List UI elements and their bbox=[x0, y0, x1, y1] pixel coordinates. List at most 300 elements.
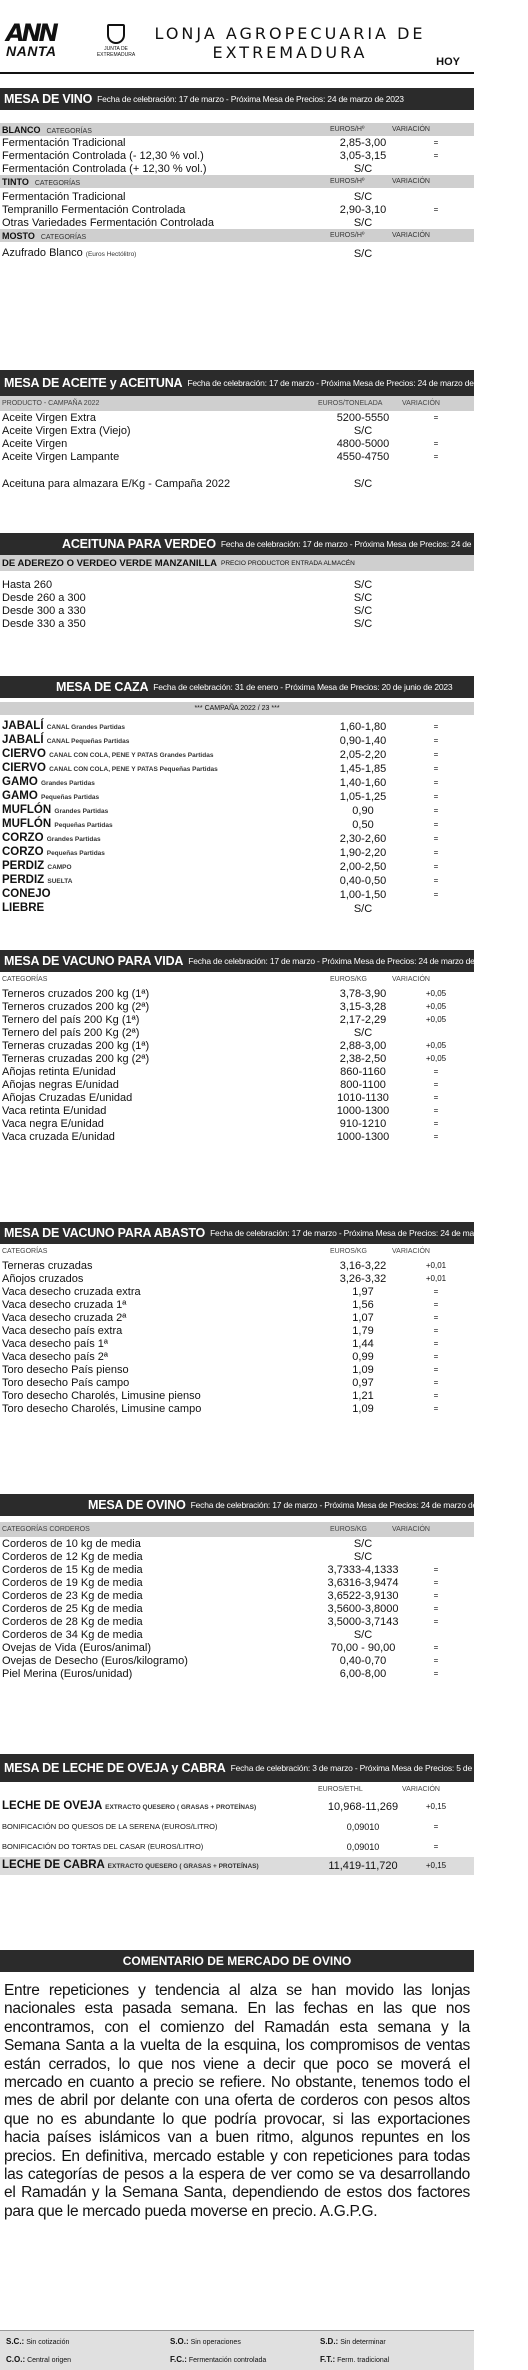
row-variation: = bbox=[433, 722, 439, 731]
row-variation: = bbox=[433, 736, 439, 745]
row-note: CANAL CON COLA, PENE Y PATAS Grandes Partidas bbox=[49, 752, 214, 759]
row-name: Desde 300 a 330 bbox=[2, 604, 86, 617]
row-variation: +0,05 bbox=[425, 1001, 447, 1011]
row-note: EXTRACTO QUESERO ( GRASAS + PROTEÍNAS) bbox=[107, 1863, 259, 1870]
table-row bbox=[0, 1797, 474, 1817]
row-note: Pequeñas Partidas bbox=[46, 850, 105, 857]
row-name: Fermentación Controlada (+ 12,30 % vol.) bbox=[2, 162, 207, 175]
row-price: 1000-1300 bbox=[336, 1130, 390, 1143]
unit-col-label: EUROS/Hº bbox=[330, 232, 365, 239]
row-name: Fermentación Tradicional bbox=[2, 136, 126, 149]
table-row bbox=[0, 1298, 474, 1311]
row-name: Vaca desecho país 1ª bbox=[2, 1337, 108, 1350]
row-price: 800-1100 bbox=[340, 1078, 386, 1091]
table-row bbox=[0, 1091, 474, 1104]
row-price: 5200-5550 bbox=[336, 411, 390, 424]
row-price: 3,6522-3,9130 bbox=[327, 1589, 399, 1602]
section-dates: Fecha de celebración: 17 de marzo - Próxima Mesa de Precios: 24 de marzo de 2023 bbox=[190, 1500, 498, 1510]
row-name: PERDIZ bbox=[2, 874, 45, 886]
row-name: LIEBRE bbox=[2, 902, 45, 914]
row-name: Corderos de 10 kg de media bbox=[2, 1537, 141, 1550]
comment-body: Entre repeticiones y tendencia al alza se han movido las lonjas nacionales esta pasada semana. En las fechas en las que nos encontramos, con el comienzo del Ramadán esta semana y la Semana Santa a la vuelta de la esquina, los compromisos de ventas están cerrados, lo que nos viene a decir que poco se moverá el mercado en cuanto a precio se refiere. No obstante, tenemos todo el mes de abril por delante con una oferta de corderos con pesos altos que no es abundante lo que podría provocar, si las exportaciones hacia países islámicos van a buen ritmo, algunos repuntes en los precios. En definitiva, mercado estable y con repeticiones para todas las categorías de pesos a la espera de ver como se va desarrollando el Ramadán y la Semana Santa, dependiendo de estos dos factores para que le mercado pueda moverse en precio. A.G.P.G. bbox=[4, 1982, 470, 2220]
page-title-line1: LONJA AGROPECUARIA DE bbox=[154, 24, 426, 43]
row-name: Ternero del país 200 Kg (2ª) bbox=[2, 1026, 140, 1039]
row-variation: = bbox=[433, 1564, 439, 1574]
category-name: MOSTO bbox=[2, 230, 35, 241]
table-row bbox=[0, 1576, 474, 1589]
row-name: Terneras cruzadas 200 kg (1ª) bbox=[2, 1039, 150, 1052]
category-col-label: CATEGORÍAS CORDEROS bbox=[2, 1526, 90, 1533]
column-header bbox=[0, 1522, 474, 1537]
row-name: Desde 260 a 300 bbox=[2, 591, 86, 604]
row-variation: = bbox=[433, 1616, 439, 1626]
section-title: MESA DE OVINO bbox=[88, 1498, 186, 1512]
variation-col-label: VARIACIÓN bbox=[392, 1248, 430, 1255]
row-price: 3,26-3,32 bbox=[339, 1272, 387, 1285]
today-label: HOY bbox=[436, 56, 460, 68]
section-header bbox=[0, 676, 474, 698]
comment-title: COMENTARIO DE MERCADO DE OVINO bbox=[0, 1950, 474, 1972]
row-price: 1,60-1,80 bbox=[339, 721, 387, 733]
legend-text: Central origen bbox=[27, 2357, 72, 2364]
row-price: 0,99 bbox=[352, 1350, 374, 1363]
legend-code: S.O.: bbox=[170, 2337, 189, 2346]
table-row bbox=[0, 846, 474, 860]
row-price: 1,90-2,20 bbox=[339, 847, 387, 859]
column-header bbox=[0, 1782, 474, 1797]
table-row bbox=[0, 1000, 474, 1013]
row-price: S/C bbox=[353, 477, 373, 490]
table-row bbox=[0, 1117, 474, 1130]
table-row bbox=[0, 1837, 474, 1857]
legend-code: F.T.: bbox=[320, 2355, 336, 2364]
table-row bbox=[0, 1311, 474, 1324]
row-note: (EUROS/LITRO) bbox=[161, 1822, 218, 1831]
category-header-blanco bbox=[0, 123, 474, 136]
row-variation: = bbox=[433, 1577, 439, 1587]
row-price: 0,50 bbox=[352, 819, 374, 831]
section-dates: Fecha de celebración: 17 de marzo - Próxima Mesa de Precios: 24 de marzo de 2023 bbox=[210, 1228, 517, 1238]
row-name: MUFLÓN bbox=[2, 804, 52, 816]
row-variation: = bbox=[433, 1092, 439, 1102]
header-divider bbox=[0, 72, 474, 74]
row-name: CIERVO bbox=[2, 748, 46, 760]
row-name: Fermentación Tradicional bbox=[2, 190, 126, 203]
table-row bbox=[0, 477, 474, 490]
legend-code: S.C.: bbox=[6, 2337, 25, 2346]
row-name: Vaca negra E/unidad bbox=[2, 1117, 104, 1130]
row-name: Vaca desecho cruzada 1ª bbox=[2, 1298, 127, 1311]
table-row bbox=[0, 1285, 474, 1298]
page-title bbox=[150, 24, 430, 62]
row-price: 3,5000-3,7143 bbox=[327, 1615, 399, 1628]
section-header bbox=[0, 950, 495, 972]
section-title: MESA DE CAZA bbox=[56, 680, 149, 694]
table-row bbox=[0, 1078, 474, 1091]
row-variation: = bbox=[433, 862, 439, 871]
row-name: PERDIZ bbox=[2, 860, 45, 872]
table-row bbox=[0, 1641, 474, 1654]
category-name: BLANCO bbox=[2, 124, 41, 135]
row-variation: = bbox=[433, 1642, 439, 1652]
row-price: 1,56 bbox=[352, 1298, 374, 1311]
row-price: 0,90 bbox=[352, 805, 374, 817]
nanta-logo bbox=[6, 19, 82, 64]
variation-col-label: VARIACIÓN bbox=[392, 232, 430, 239]
unit-col-label: EUROS/Hº bbox=[330, 126, 365, 133]
row-name: Terneras cruzadas 200 kg (2ª) bbox=[2, 1052, 150, 1065]
row-price: 2,17-2,29 bbox=[339, 1013, 387, 1026]
row-variation: = bbox=[433, 1377, 439, 1387]
table-row bbox=[0, 136, 474, 149]
row-name: Vaca desecho país 2ª bbox=[2, 1350, 108, 1363]
row-note: Grandes Partidas bbox=[54, 808, 109, 815]
table-row bbox=[0, 1376, 474, 1389]
nanta-logo-mark: ANN bbox=[6, 19, 56, 47]
table-row bbox=[0, 1389, 474, 1402]
section-header bbox=[0, 1494, 498, 1516]
row-note: CANAL CON COLA, PENE Y PATAS Pequeñas Partidas bbox=[49, 766, 218, 773]
unit-col-label: EUROS/Hº bbox=[330, 178, 365, 185]
row-name: Vaca desecho país extra bbox=[2, 1324, 123, 1337]
row-variation: = bbox=[433, 1390, 439, 1400]
table-row bbox=[0, 1324, 474, 1337]
row-variation: = bbox=[433, 1325, 439, 1335]
junta-crest-icon bbox=[107, 24, 125, 44]
table-row bbox=[0, 1667, 474, 1680]
row-price: 1010-1130 bbox=[337, 1091, 389, 1104]
section-header bbox=[0, 88, 474, 110]
row-name: Otras Variedades Fermentación Controlada bbox=[2, 216, 214, 229]
unit-col-label: EUROS/TONELADA bbox=[318, 400, 383, 407]
table-row bbox=[0, 762, 474, 776]
row-name: Corderos de 25 Kg de media bbox=[2, 1602, 143, 1615]
table-row bbox=[0, 1537, 474, 1550]
row-note: Pequeñas Partidas bbox=[54, 822, 113, 829]
row-price: 3,7333-4,1333 bbox=[327, 1563, 399, 1576]
section-header bbox=[0, 1754, 521, 1782]
row-variation: = bbox=[433, 792, 439, 801]
row-name: Tempranillo Fermentación Controlada bbox=[2, 203, 186, 216]
row-variation: = bbox=[433, 1118, 439, 1128]
row-variation: = bbox=[433, 1131, 439, 1141]
campaign-label: *** CAMPAÑA 2022 / 23 *** bbox=[0, 702, 474, 715]
row-variation: = bbox=[433, 750, 439, 759]
table-row bbox=[0, 987, 474, 1000]
section-dates: Fecha de celebración: 17 de marzo - Próxima Mesa de Precios: 24 de marzo de 2023 bbox=[220, 539, 528, 549]
table-row bbox=[0, 1550, 474, 1563]
row-name: Corderos de 34 Kg de media bbox=[2, 1628, 143, 1641]
table-row bbox=[0, 424, 474, 437]
row-name: Corderos de 23 Kg de media bbox=[2, 1589, 143, 1602]
row-variation: = bbox=[433, 1299, 439, 1309]
section-dates: Fecha de celebración: 3 de marzo - Próxima Mesa de Precios: 5 de abril de 2023 bbox=[230, 1763, 521, 1773]
row-note: Pequeñas Partidas bbox=[40, 794, 100, 801]
row-price: 1000-1300 bbox=[336, 1104, 390, 1117]
row-variation: = bbox=[433, 1364, 439, 1374]
table-row bbox=[0, 203, 474, 216]
row-name: CORZO bbox=[2, 832, 44, 844]
row-name: Ovejas de Desecho (Euros/kilogramo) bbox=[2, 1654, 188, 1667]
unit-col-label: EUROS/ETHL bbox=[318, 1786, 363, 1793]
category-name: TINTO bbox=[2, 176, 29, 187]
row-price: 2,90-3,10 bbox=[339, 203, 387, 216]
table-row bbox=[0, 1337, 474, 1350]
table-row bbox=[0, 1259, 474, 1272]
row-variation: +0,05 bbox=[425, 1014, 447, 1024]
table-row bbox=[0, 832, 474, 846]
table-row bbox=[0, 860, 474, 874]
section-caza bbox=[0, 676, 474, 916]
category-col-label: CATEGORÍAS bbox=[40, 233, 87, 241]
junta-logo-text: JUNTA DE EXTREMADURA bbox=[96, 46, 136, 58]
row-note: Grandes Partidas bbox=[46, 836, 101, 843]
row-price: 0,40-0,50 bbox=[339, 875, 387, 887]
row-note: EXTRACTO QUESERO ( GRASAS + PROTEÍNAS) bbox=[105, 1804, 257, 1811]
category-header-mosto bbox=[0, 229, 474, 242]
table-row bbox=[0, 1052, 474, 1065]
row-price: 6,00-8,00 bbox=[339, 1667, 387, 1680]
section-dates: Fecha de celebración: 17 de marzo - Próxima Mesa de Precios: 24 de marzo de 2023 bbox=[97, 94, 404, 104]
variation-col-label: VARIACIÓN bbox=[392, 126, 430, 133]
row-price: 3,5600-3,8000 bbox=[327, 1602, 399, 1615]
variation-col-label: VARIACIÓN bbox=[392, 178, 430, 185]
row-name: Fermentación Controlada (- 12,30 % vol.) bbox=[2, 149, 204, 162]
row-variation: = bbox=[433, 764, 439, 773]
section-dates: Fecha de celebración: 17 de marzo - Próxima Mesa de Precios: 24 de marzo de 2023 bbox=[187, 378, 495, 388]
table-row bbox=[0, 1628, 474, 1641]
row-name: LECHE DE OVEJA bbox=[2, 1800, 102, 1812]
section-title: MESA DE VACUNO PARA ABASTO bbox=[4, 1226, 206, 1240]
table-row bbox=[0, 776, 474, 790]
row-name: Terneros cruzados 200 kg (1ª) bbox=[2, 987, 150, 1000]
table-row bbox=[0, 720, 474, 734]
row-note: CAMPO bbox=[47, 864, 72, 871]
row-name: Aceite Virgen Extra bbox=[2, 411, 96, 424]
row-variation: +0,15 bbox=[425, 1802, 447, 1811]
row-name: Hasta 260 bbox=[2, 578, 53, 591]
table-row bbox=[0, 1615, 474, 1628]
page-title-line2: EXTREMADURA bbox=[212, 43, 368, 62]
section-aceite bbox=[0, 370, 495, 490]
row-price: 2,85-3,00 bbox=[339, 136, 387, 149]
row-price: 3,78-3,90 bbox=[339, 987, 387, 1000]
row-price: 2,88-3,00 bbox=[339, 1039, 387, 1052]
table-row bbox=[0, 411, 474, 424]
row-variation: = bbox=[433, 820, 439, 829]
blanco-rows bbox=[0, 136, 474, 175]
table-row bbox=[0, 804, 474, 818]
row-note: CANAL Grandes Partidas bbox=[46, 724, 125, 731]
row-variation: = bbox=[433, 204, 439, 214]
row-name: MUFLÓN bbox=[2, 818, 52, 830]
table-row bbox=[0, 190, 474, 203]
table-row bbox=[0, 1039, 474, 1052]
row-variation: = bbox=[433, 1822, 439, 1831]
row-price: S/C bbox=[353, 190, 373, 203]
row-variation: +0,05 bbox=[425, 1040, 447, 1050]
row-name: Terneros cruzados 200 kg (2ª) bbox=[2, 1000, 150, 1013]
table-row bbox=[0, 604, 474, 617]
row-variation: = bbox=[433, 412, 439, 422]
unit-col-label: EUROS/KG bbox=[330, 976, 367, 983]
row-name: Vaca cruzada E/unidad bbox=[2, 1130, 115, 1143]
section-dates: Fecha de celebración: 31 de enero - Próxima Mesa de Precios: 20 de junio de 2023 bbox=[153, 682, 453, 692]
row-name: Añojas retinta E/unidad bbox=[2, 1065, 116, 1078]
row-price: 1,09 bbox=[352, 1402, 374, 1415]
legend-text: Sin cotización bbox=[26, 2339, 70, 2346]
row-name: Terneras cruzadas bbox=[2, 1259, 93, 1272]
row-note: SUELTA bbox=[47, 878, 73, 885]
row-name: Aceite Virgen bbox=[2, 437, 68, 450]
row-variation: = bbox=[433, 1603, 439, 1613]
table-row bbox=[0, 818, 474, 832]
row-name: Añojos cruzados bbox=[2, 1272, 84, 1285]
section-verdeo bbox=[0, 533, 528, 630]
variation-col-label: VARIACIÓN bbox=[402, 1786, 440, 1793]
row-price: S/C bbox=[353, 903, 373, 915]
row-price: 3,16-3,22 bbox=[339, 1259, 387, 1272]
row-name: Ovejas de Vida (Euros/animal) bbox=[2, 1641, 151, 1654]
row-price: S/C bbox=[353, 604, 373, 617]
row-price: S/C bbox=[353, 216, 373, 229]
row-price: 2,05-2,20 bbox=[339, 749, 387, 761]
legend-code: F.C.: bbox=[170, 2355, 187, 2364]
row-name: BONIFICACIÓN DO TORTAS DEL CASAR bbox=[2, 1842, 146, 1851]
row-name: GAMO bbox=[2, 776, 38, 788]
section-vino bbox=[0, 88, 474, 260]
row-price: S/C bbox=[353, 1550, 373, 1563]
table-row bbox=[0, 1013, 474, 1026]
row-variation: = bbox=[433, 438, 439, 448]
row-price: S/C bbox=[353, 617, 373, 630]
table-row bbox=[0, 1104, 474, 1117]
page-header bbox=[0, 0, 474, 74]
column-header bbox=[0, 396, 474, 411]
legend-text: Ferm. tradicional bbox=[337, 2357, 390, 2364]
category-col-label: CATEGORÍAS bbox=[46, 127, 92, 135]
section-title: ACEITUNA PARA VERDEO bbox=[62, 537, 216, 551]
row-name: Aceite Virgen Extra (Viejo) bbox=[2, 424, 131, 437]
subheader-title: DE ADEREZO O VERDEO VERDE MANZANILLA bbox=[2, 557, 217, 569]
row-price: 2,38-2,50 bbox=[339, 1052, 387, 1065]
legend-code: C.O.: bbox=[6, 2355, 26, 2364]
row-variation: +0,15 bbox=[425, 1861, 447, 1870]
row-name: Corderos de 28 Kg de media bbox=[2, 1615, 143, 1628]
row-price: 10,968-11,269 bbox=[327, 1801, 399, 1813]
legend-text: Sin determinar bbox=[340, 2339, 386, 2346]
subheader-note: PRECIO PRODUCTOR ENTRADA ALMACÉN bbox=[221, 559, 355, 567]
variation-col-label: VARIACIÓN bbox=[402, 400, 440, 407]
table-row bbox=[0, 437, 474, 450]
section-leche bbox=[0, 1754, 521, 1875]
row-price: 0,09010 bbox=[346, 1842, 380, 1852]
row-price: S/C bbox=[353, 1628, 373, 1641]
row-name: Desde 330 a 350 bbox=[2, 617, 86, 630]
row-name: BONIFICACIÓN DO QUESOS DE LA SERENA bbox=[2, 1822, 160, 1831]
table-row bbox=[0, 216, 474, 229]
table-row bbox=[0, 1857, 474, 1875]
section-vacuno-abasto bbox=[0, 1222, 517, 1415]
row-variation: = bbox=[433, 834, 439, 843]
row-price: 1,21 bbox=[352, 1389, 374, 1402]
table-row bbox=[0, 1654, 474, 1667]
row-price: S/C bbox=[353, 162, 373, 175]
row-price: 1,44 bbox=[352, 1337, 374, 1350]
row-price: S/C bbox=[353, 1026, 373, 1039]
table-row bbox=[0, 1130, 474, 1143]
row-variation: = bbox=[433, 1655, 439, 1665]
table-row bbox=[0, 1363, 474, 1376]
row-name: LECHE DE CABRA bbox=[2, 1859, 105, 1871]
row-variation: = bbox=[433, 806, 439, 815]
row-price: 0,90-1,40 bbox=[339, 735, 387, 747]
row-variation: = bbox=[433, 778, 439, 787]
row-name: Corderos de 12 Kg de media bbox=[2, 1550, 143, 1563]
row-variation: = bbox=[433, 848, 439, 857]
row-variation: = bbox=[433, 1105, 439, 1115]
table-row bbox=[0, 1602, 474, 1615]
variation-col-label: VARIACIÓN bbox=[392, 976, 430, 983]
row-name: Vaca retinta E/unidad bbox=[2, 1104, 107, 1117]
row-note: (Euros Hectólitro) bbox=[85, 250, 137, 258]
row-price: 3,15-3,28 bbox=[339, 1000, 387, 1013]
category-col-label: CATEGORÍAS bbox=[2, 1248, 48, 1255]
row-price: 1,09 bbox=[352, 1363, 374, 1376]
category-header-tinto bbox=[0, 175, 474, 188]
row-price: 1,97 bbox=[352, 1285, 374, 1298]
table-row bbox=[0, 591, 474, 604]
unit-col-label: EUROS/KG bbox=[330, 1248, 367, 1255]
table-row bbox=[0, 1589, 474, 1602]
section-dates: Fecha de celebración: 17 de marzo - Próxima Mesa de Precios: 24 de marzo de 2023 bbox=[188, 956, 495, 966]
row-variation: = bbox=[433, 1668, 439, 1678]
legend-item bbox=[320, 2337, 386, 2346]
row-variation: +0,01 bbox=[425, 1260, 447, 1270]
variation-col-label: VARIACIÓN bbox=[392, 1526, 430, 1533]
row-name: CORZO bbox=[2, 846, 44, 858]
row-variation: = bbox=[433, 890, 439, 899]
row-name: Añojas Cruzadas E/unidad bbox=[2, 1091, 133, 1104]
section-header bbox=[0, 533, 528, 555]
row-name: CIERVO bbox=[2, 762, 46, 774]
row-variation: = bbox=[433, 1079, 439, 1089]
row-name: Azufrado Blanco bbox=[2, 246, 83, 259]
row-price: 3,05-3,15 bbox=[339, 149, 387, 162]
section-header bbox=[0, 1222, 517, 1244]
row-variation: = bbox=[433, 876, 439, 885]
row-price: 3,6316-3,9474 bbox=[327, 1576, 399, 1589]
table-row bbox=[0, 1272, 474, 1285]
row-price: 0,97 bbox=[352, 1376, 374, 1389]
row-price: 1,79 bbox=[352, 1324, 374, 1337]
section-title: MESA DE VINO bbox=[4, 92, 93, 106]
legend-text: Sin operaciones bbox=[190, 2339, 241, 2346]
section-header bbox=[0, 370, 495, 396]
row-price: S/C bbox=[353, 247, 373, 260]
table-row bbox=[0, 748, 474, 762]
legend bbox=[0, 2330, 474, 2370]
row-price: 1,07 bbox=[352, 1311, 374, 1324]
row-note: Grandes Partidas bbox=[40, 780, 95, 787]
row-name: Toro desecho Charolés, Limusine pienso bbox=[2, 1389, 201, 1402]
row-name: Piel Merina (Euros/unidad) bbox=[2, 1667, 133, 1680]
row-name: Aceituna para almazara E/Kg - Campaña 2022 bbox=[2, 477, 231, 490]
row-variation: +0,05 bbox=[425, 988, 447, 998]
table-row bbox=[0, 790, 474, 804]
legend-item bbox=[170, 2355, 266, 2364]
table-row bbox=[0, 1065, 474, 1078]
